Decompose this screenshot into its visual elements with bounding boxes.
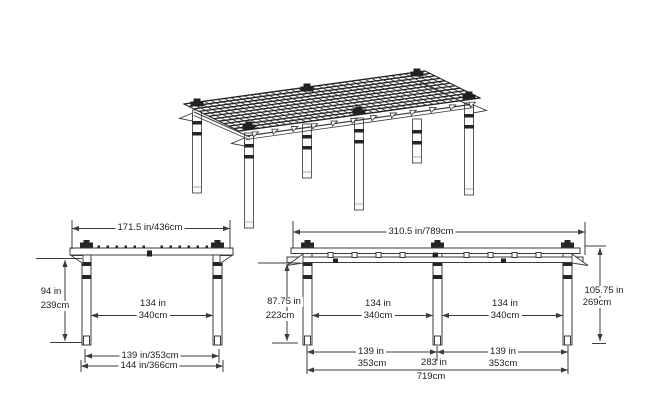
- front-elevation-view: [70, 240, 233, 345]
- front-overall-width-label: 171.5 in/436cm: [117, 222, 183, 233]
- front-post-spacing-cm-label: 340cm: [138, 310, 168, 321]
- side-bay2-cm-label: 340cm: [490, 310, 520, 321]
- side-clearance-in-label: 87.75 in: [267, 296, 301, 307]
- side-overall-height-in-label: 105.75 in: [584, 285, 624, 296]
- pergola-3d-view: [180, 69, 487, 229]
- side-bay1-cm-label: 340cm: [363, 310, 393, 321]
- front-post-span-label: 139 in/353cm: [121, 350, 179, 361]
- side-elevation-view: [287, 240, 588, 345]
- front-base-width-label: 144 in/366cm: [120, 360, 178, 371]
- front-post-spacing-in-label: 134 in: [140, 298, 166, 309]
- front-height-cm-label: 239cm: [40, 300, 70, 311]
- side-span2-cm-label: 353cm: [488, 358, 518, 369]
- side-total-span-in-label: 283 in: [421, 357, 447, 368]
- front-height-in-label: 94 in: [40, 286, 62, 297]
- side-total-span-cm-label: 719cm: [416, 371, 446, 382]
- side-bay2-in-label: 134 in: [492, 298, 518, 309]
- side-span2-in-label: 139 in: [490, 346, 516, 357]
- side-overall-height-cm-label: 269cm: [582, 297, 612, 308]
- side-span1-in-label: 139 in: [358, 346, 384, 357]
- side-overall-length-label: 310.5 in/789cm: [388, 226, 454, 237]
- side-bay1-in-label: 134 in: [365, 298, 391, 309]
- side-span1-cm-label: 353cm: [357, 358, 387, 369]
- side-clearance-cm-label: 223cm: [265, 310, 295, 321]
